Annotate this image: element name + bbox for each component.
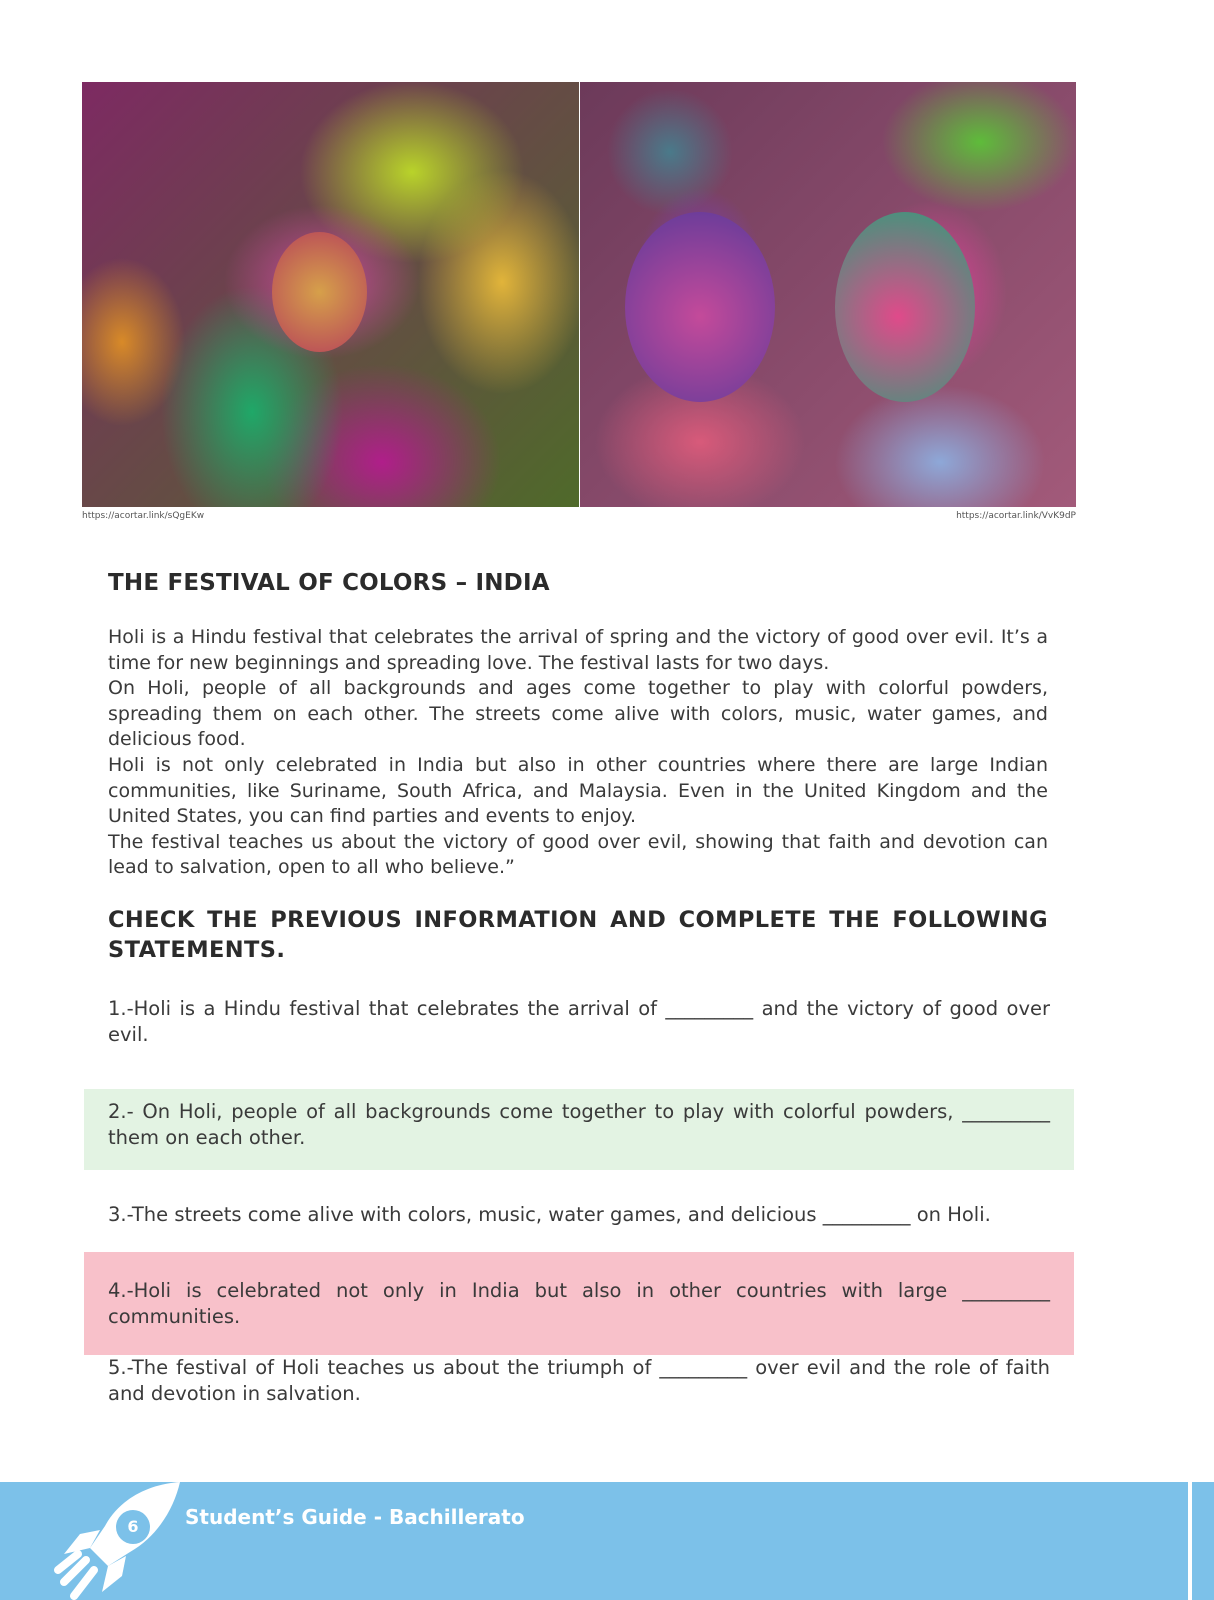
article-paragraph: Holi is not only celebrated in India but also in other countries where there are large Indian communities, like Suriname, South Africa, and Malaysia. Even in the United Kingdom and the United States, you can find parties and events to enjoy. (108, 753, 1048, 828)
statement-4: 4.-Holi is celebrated not only in India but also in other countries with large _________ communities. (84, 1252, 1074, 1355)
page-number: 6 (116, 1510, 150, 1544)
footer-guide-title: Student’s Guide - Bachillerato (185, 1505, 525, 1529)
statement-3: 3.-The streets come alive with colors, music, water games, and delicious _________ on Holi. (108, 1203, 991, 1226)
photo-strip (82, 82, 1076, 507)
woman-face-right (835, 212, 975, 402)
statement-2: 2.- On Holi, people of all backgrounds come together to play with colorful powders, _________ them on each other. (84, 1089, 1074, 1170)
man-face (625, 212, 775, 402)
woman-face (272, 232, 367, 352)
article-paragraph: On Holi, people of all backgrounds and ages come together to play with colorful powders, spreading them on each other. The streets come alive with colors, music, water games, and delicious food. (108, 677, 1048, 751)
statement-1: 1.-Holi is a Hindu festival that celebrates the arrival of _________ and the victory of good over evil. (108, 997, 1050, 1046)
holi-couple-photo (580, 82, 1076, 507)
photo-credit-left: https://acortar.link/sQgEKw (82, 511, 205, 521)
article-body (108, 625, 1048, 881)
article-paragraph: The festival teaches us about the victory of good over evil, showing that faith and devotion can lead to salvation, open to all who believe.” (108, 830, 1048, 879)
activity-instruction: CHECK THE PREVIOUS INFORMATION AND COMPLETE THE FOLLOWING STATEMENTS. (108, 907, 1048, 963)
statement-5: 5.-The festival of Holi teaches us about the triumph of _________ over evil and the role of faith and devotion in salvation. (108, 1356, 1050, 1405)
holi-woman-photo (82, 82, 579, 507)
footer-edge-strip (1192, 1482, 1214, 1600)
article-title: THE FESTIVAL OF COLORS – INDIA (108, 570, 550, 596)
photo-credit-right: https://acortar.link/VvK9dP (956, 511, 1076, 521)
article-paragraph: Holi is a Hindu festival that celebrates the arrival of spring and the victory of good over evil. It’s a time for new beginnings and spreading love. The festival lasts for two days. (108, 626, 1048, 674)
